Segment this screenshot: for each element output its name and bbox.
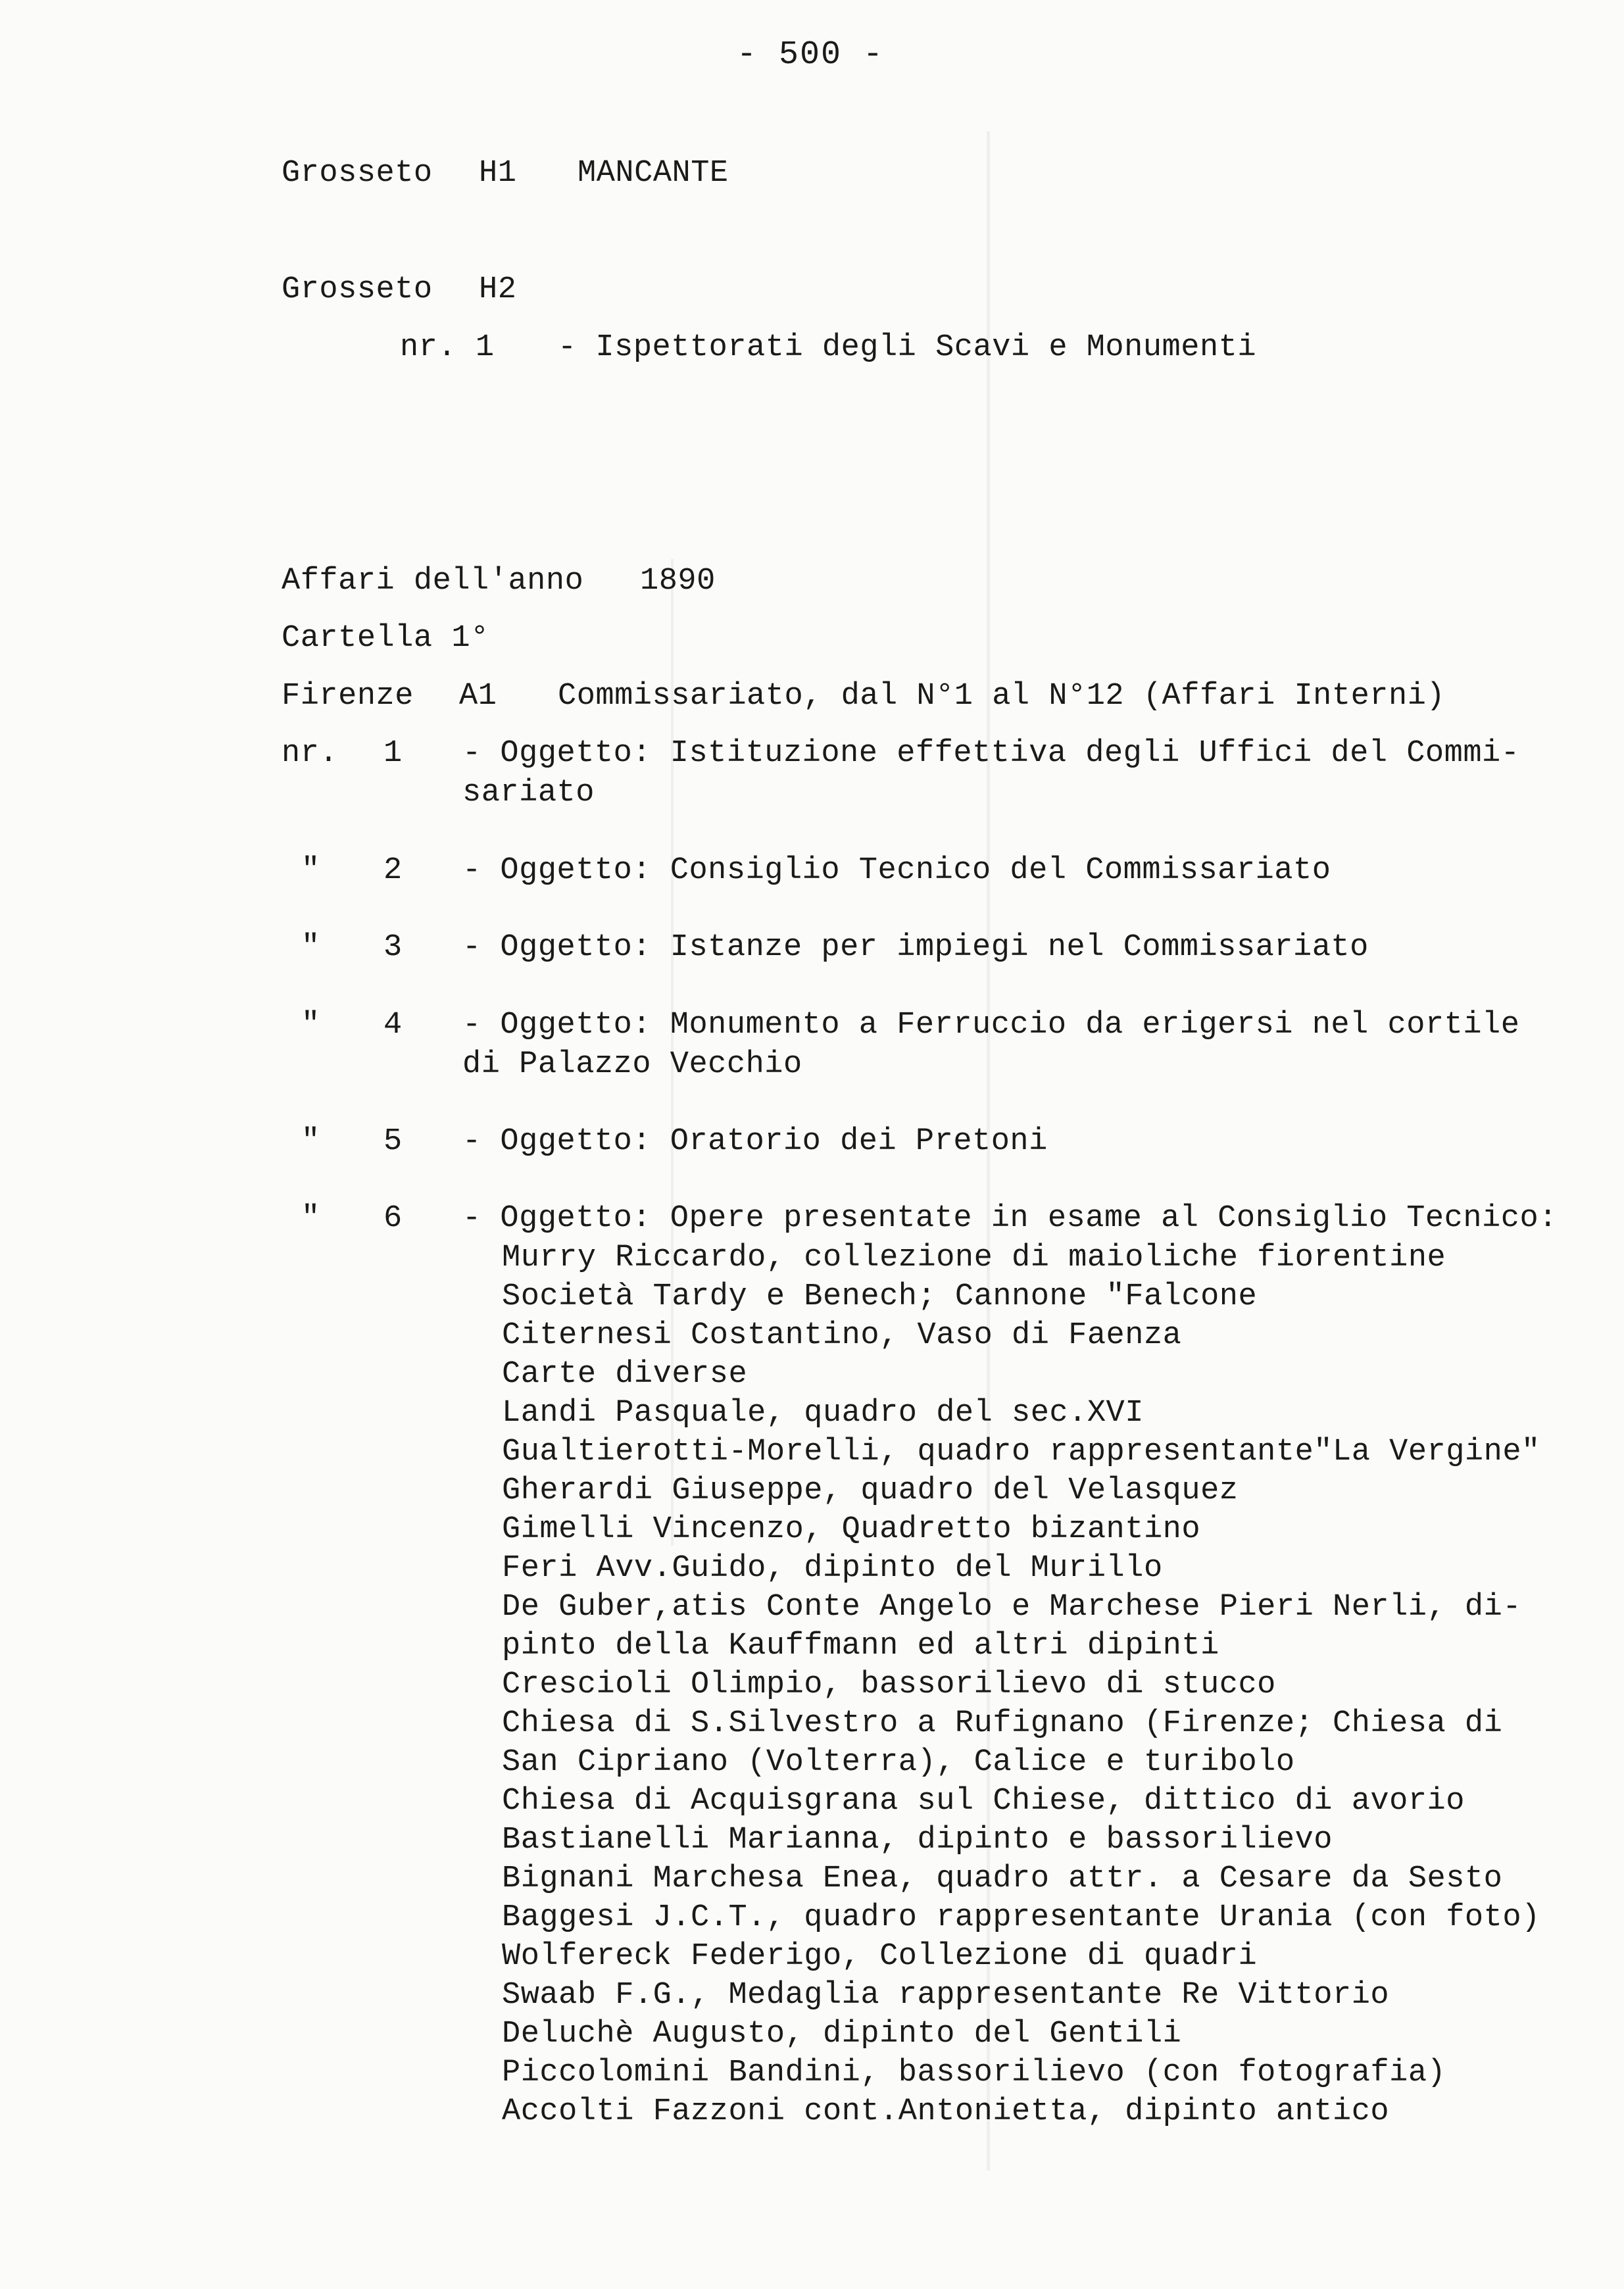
header1-place: Grosseto: [282, 156, 433, 191]
fondo-code: A1: [459, 679, 497, 714]
entry-line: - Oggetto: Istanze per impiegi nel Commissariato: [462, 930, 1369, 965]
header2-nr: nr. 1: [400, 330, 495, 365]
list-item: pinto della Kauffmann ed altri dipinti: [502, 1629, 1219, 1663]
list-item: San Cipriano (Volterra), Calice e turibolo: [502, 1745, 1295, 1780]
list-item: Swaab F.G., Medaglia rappresentante Re Vittorio: [502, 1978, 1390, 2013]
list-item: Murry Riccardo, collezione di maioliche fiorentine: [502, 1241, 1446, 1275]
entry-line: - Oggetto: Opere presentate in esame al Consiglio Tecnico:: [462, 1201, 1558, 1236]
header2-code: H2: [479, 272, 517, 307]
entry-line: - Oggetto: Oratorio dei Pretoni: [462, 1124, 1048, 1159]
entry-marker: ": [301, 1201, 320, 1236]
list-item: Gherardi Giuseppe, quadro del Velasquez: [502, 1473, 1239, 1508]
entry-number: 5: [383, 1124, 403, 1159]
list-item: Accolti Fazzoni cont.Antonietta, dipinto antico: [502, 2094, 1390, 2129]
header2-description: - Ispettorati degli Scavi e Monumenti: [558, 330, 1257, 365]
entry-line: - Oggetto: Consiglio Tecnico del Commissariato: [462, 853, 1331, 888]
list-item: Bastianelli Marianna, dipinto e bassorilievo: [502, 1823, 1333, 1858]
entry-number: 4: [383, 1008, 403, 1043]
header1-status: MANCANTE: [578, 156, 729, 191]
year-value: 1890: [640, 564, 716, 599]
list-item: Feri Avv.Guido, dipinto del Murillo: [502, 1551, 1163, 1586]
list-item: De Guber,atis Conte Angelo e Marchese Pieri Nerli, di-: [502, 1590, 1522, 1625]
entry-marker: ": [301, 1124, 320, 1159]
list-item: Carte diverse: [502, 1357, 748, 1392]
list-item: Gimelli Vincenzo, Quadretto bizantino: [502, 1512, 1201, 1547]
list-item: Citernesi Costantino, Vaso di Faenza: [502, 1318, 1182, 1353]
year-label: Affari dell'anno: [282, 564, 584, 599]
entry-line: - Oggetto: Monumento a Ferruccio da erigersi nel cortile: [462, 1008, 1520, 1043]
list-item: Wolfereck Federigo, Collezione di quadri: [502, 1939, 1258, 1974]
list-item: Bignani Marchesa Enea, quadro attr. a Cesare da Sesto: [502, 1861, 1503, 1896]
list-item: Società Tardy e Benech; Cannone "Falcone: [502, 1279, 1258, 1314]
fondo-description: Commissariato, dal N°1 al N°12 (Affari Interni): [558, 679, 1446, 714]
fondo-place: Firenze: [282, 679, 414, 714]
entry-marker: nr.: [282, 736, 339, 771]
list-item: Landi Pasquale, quadro del sec.XVI: [502, 1396, 1144, 1431]
entry-marker: ": [301, 853, 320, 888]
entry-marker: ": [301, 1008, 320, 1043]
entry-line: sariato: [462, 775, 595, 810]
entry-marker: ": [301, 930, 320, 965]
header2-place: Grosseto: [282, 272, 433, 307]
list-item: Crescioli Olimpio, bassorilievo di stucco: [502, 1667, 1276, 1702]
page-number: - 500 -: [737, 36, 885, 74]
list-item: Baggesi J.C.T., quadro rappresentante Urania (con foto): [502, 1900, 1540, 1935]
list-item: Gualtierotti-Morelli, quadro rappresentante"La Vergine": [502, 1435, 1540, 1469]
header1-code: H1: [479, 156, 517, 191]
entry-number: 6: [383, 1201, 403, 1236]
entry-number: 2: [383, 853, 403, 888]
entry-line: di Palazzo Vecchio: [462, 1047, 802, 1082]
list-item: Chiesa di Acquisgrana sul Chiese, dittico di avorio: [502, 1784, 1465, 1819]
entry-number: 3: [383, 930, 403, 965]
entry-number: 1: [383, 736, 403, 771]
list-item: Piccolomini Bandini, bassorilievo (con fotografia): [502, 2055, 1446, 2090]
cartella: Cartella 1°: [282, 621, 489, 656]
list-item: Deluchè Augusto, dipinto del Gentili: [502, 2017, 1182, 2052]
entry-line: - Oggetto: Istituzione effettiva degli Uffici del Commi-: [462, 736, 1520, 771]
list-item: Chiesa di S.Silvestro a Rufignano (Firenze; Chiesa di: [502, 1706, 1503, 1741]
